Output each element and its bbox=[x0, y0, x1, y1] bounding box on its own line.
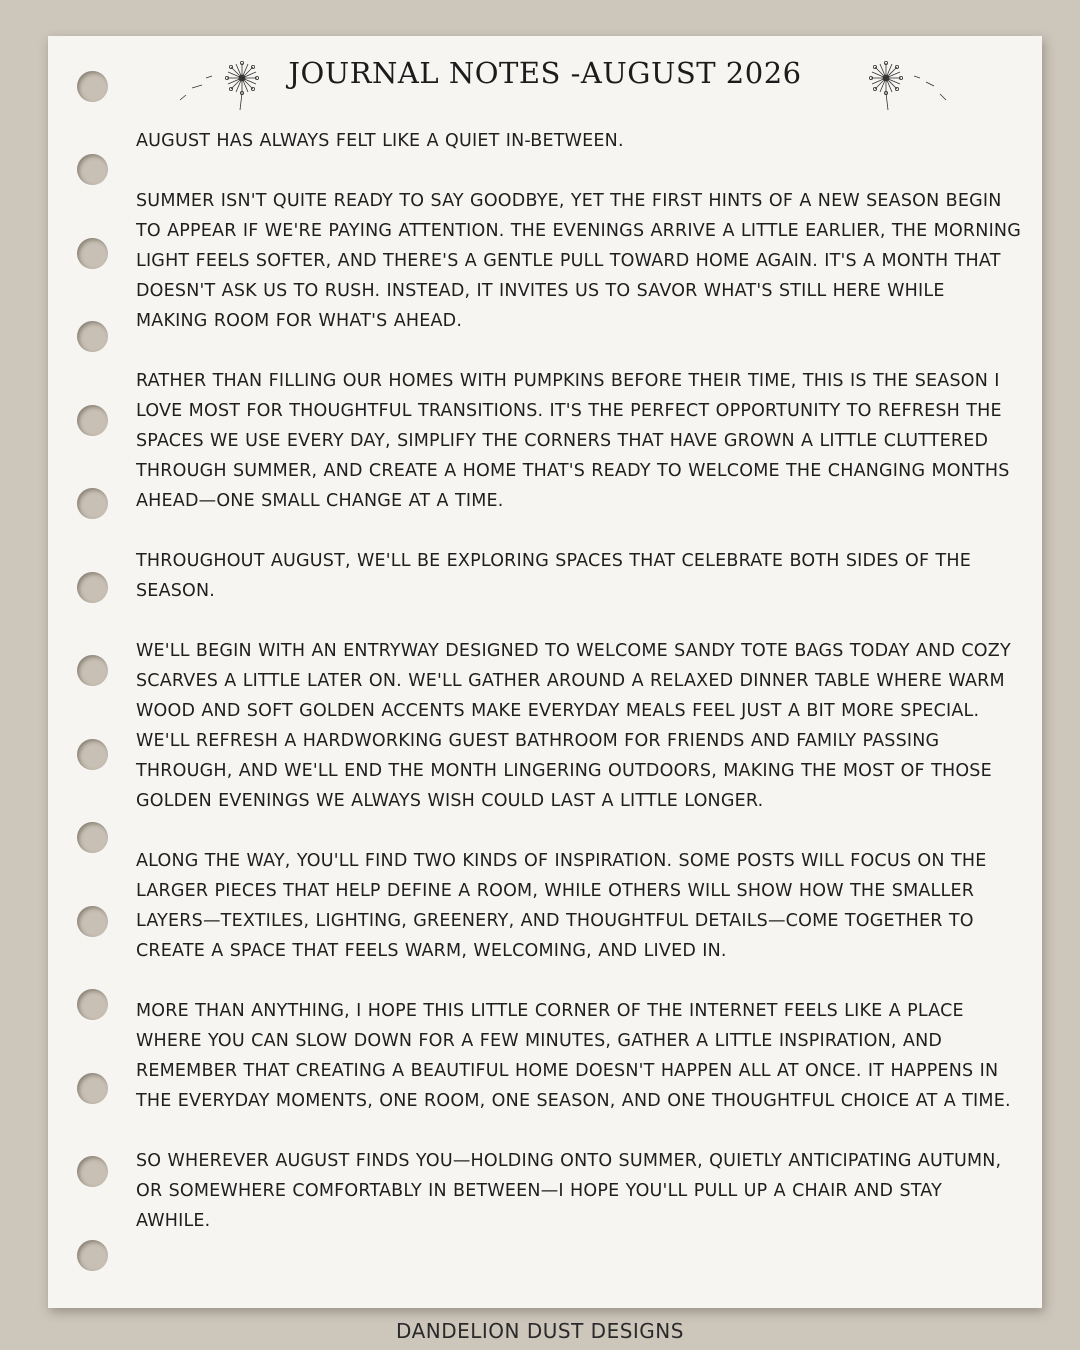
binder-hole bbox=[77, 1240, 108, 1271]
binder-hole bbox=[77, 405, 108, 436]
dandelion-icon bbox=[854, 54, 954, 114]
binder-hole bbox=[77, 1073, 108, 1104]
page-title: JOURNAL NOTES -AUGUST 2026 bbox=[288, 56, 802, 90]
binder-hole bbox=[77, 906, 108, 937]
brand-footer: DANDELION DUST DESIGNS bbox=[396, 1319, 684, 1343]
binder-hole bbox=[77, 822, 108, 853]
paragraph: ALONG THE WAY, YOU'LL FIND TWO KINDS OF INSPIRATION. SOME POSTS WILL FOCUS ON THE LARGER PIECES THAT HELP DEFINE A ROOM, WHILE OTHERS WILL SHOW HOW THE SMALLER LAYERS—TEXTILES, LIGHTING, GREENERY, AND THOUGHTFUL DETAILS—COME TOGETHER TO CREATE A SPACE THAT FEELS WARM, WELCOMING, AND LIVED IN. bbox=[136, 851, 987, 961]
binder-hole bbox=[77, 321, 108, 352]
paragraph: RATHER THAN FILLING OUR HOMES WITH PUMPKINS BEFORE THEIR TIME, THIS IS THE SEASON I LOVE MOST FOR THOUGHTFUL TRANSITIONS. IT'S THE PERFECT OPPORTUNITY TO REFRESH THE SPACES WE USE EVERY DAY, SIMPLIFY THE CORNERS THAT HAVE GROWN A LITTLE CLUTTERED THROUGH SUMMER, AND CREATE A HOME THAT'S READY TO WELCOME THE CHANGING MONTHS AHEAD—ONE SMALL CHANGE AT A TIME. bbox=[136, 371, 1010, 511]
binder-hole bbox=[77, 739, 108, 770]
binder-hole bbox=[77, 238, 108, 269]
paragraph: WE'LL BEGIN WITH AN ENTRYWAY DESIGNED TO WELCOME SANDY TOTE BAGS TODAY AND COZY SCARVES A LITTLE LATER ON. WE'LL GATHER AROUND A RELAXED DINNER TABLE WHERE WARM WOOD AND SOFT GOLDEN ACCENTS MAKE EVERYDAY MEALS FEEL JUST A BIT MORE SPECIAL. WE'LL REFRESH A HARDWORKING GUEST BATHROOM FOR FRIENDS AND FAMILY PASSING THROUGH, AND WE'LL END THE MONTH LINGERING OUTDOORS, MAKING THE MOST OF THOSE GOLDEN EVENINGS WE ALWAYS WISH COULD LAST A LITTLE LONGER. bbox=[136, 641, 1011, 811]
binder-hole bbox=[77, 1156, 108, 1187]
binder-hole bbox=[77, 989, 108, 1020]
paragraph: AUGUST HAS ALWAYS FELT LIKE A QUIET IN-BETWEEN. bbox=[136, 131, 624, 151]
journal-page bbox=[48, 36, 1042, 1308]
binder-hole bbox=[77, 655, 108, 686]
paragraph: MORE THAN ANYTHING, I HOPE THIS LITTLE CORNER OF THE INTERNET FEELS LIKE A PLACE WHERE YOU CAN SLOW DOWN FOR A FEW MINUTES, GATHER A LITTLE INSPIRATION, AND REMEMBER THAT CREATING A BEAUTIFUL HOME DOESN'T HAPPEN ALL AT ONCE. IT HAPPENS IN THE EVERYDAY MOMENTS, ONE ROOM, ONE SEASON, AND ONE THOUGHTFUL CHOICE AT A TIME. bbox=[136, 1001, 1011, 1111]
binder-hole bbox=[77, 488, 108, 519]
binder-hole bbox=[77, 572, 108, 603]
paragraph: SO WHEREVER AUGUST FINDS YOU—HOLDING ONTO SUMMER, QUIETLY ANTICIPATING AUTUMN, OR SOMEWHERE COMFORTABLY IN BETWEEN—I HOPE YOU'LL PULL UP A CHAIR AND STAY AWHILE. bbox=[136, 1151, 1002, 1231]
binder-hole bbox=[77, 154, 108, 185]
journal-body bbox=[136, 126, 1021, 1266]
paragraph: SUMMER ISN'T QUITE READY TO SAY GOODBYE, YET THE FIRST HINTS OF A NEW SEASON BEGIN TO APPEAR IF WE'RE PAYING ATTENTION. THE EVENINGS ARRIVE A LITTLE EARLIER, THE MORNING LIGHT FEELS SOFTER, AND THERE'S A GENTLE PULL TOWARD HOME AGAIN. IT'S A MONTH THAT DOESN'T ASK US TO RUSH. INSTEAD, IT INVITES US TO SAVOR WHAT'S STILL HERE WHILE MAKING ROOM FOR WHAT'S AHEAD. bbox=[136, 191, 1021, 331]
paragraph: THROUGHOUT AUGUST, WE'LL BE EXPLORING SPACES THAT CELEBRATE BOTH SIDES OF THE SEASON. bbox=[136, 551, 972, 601]
